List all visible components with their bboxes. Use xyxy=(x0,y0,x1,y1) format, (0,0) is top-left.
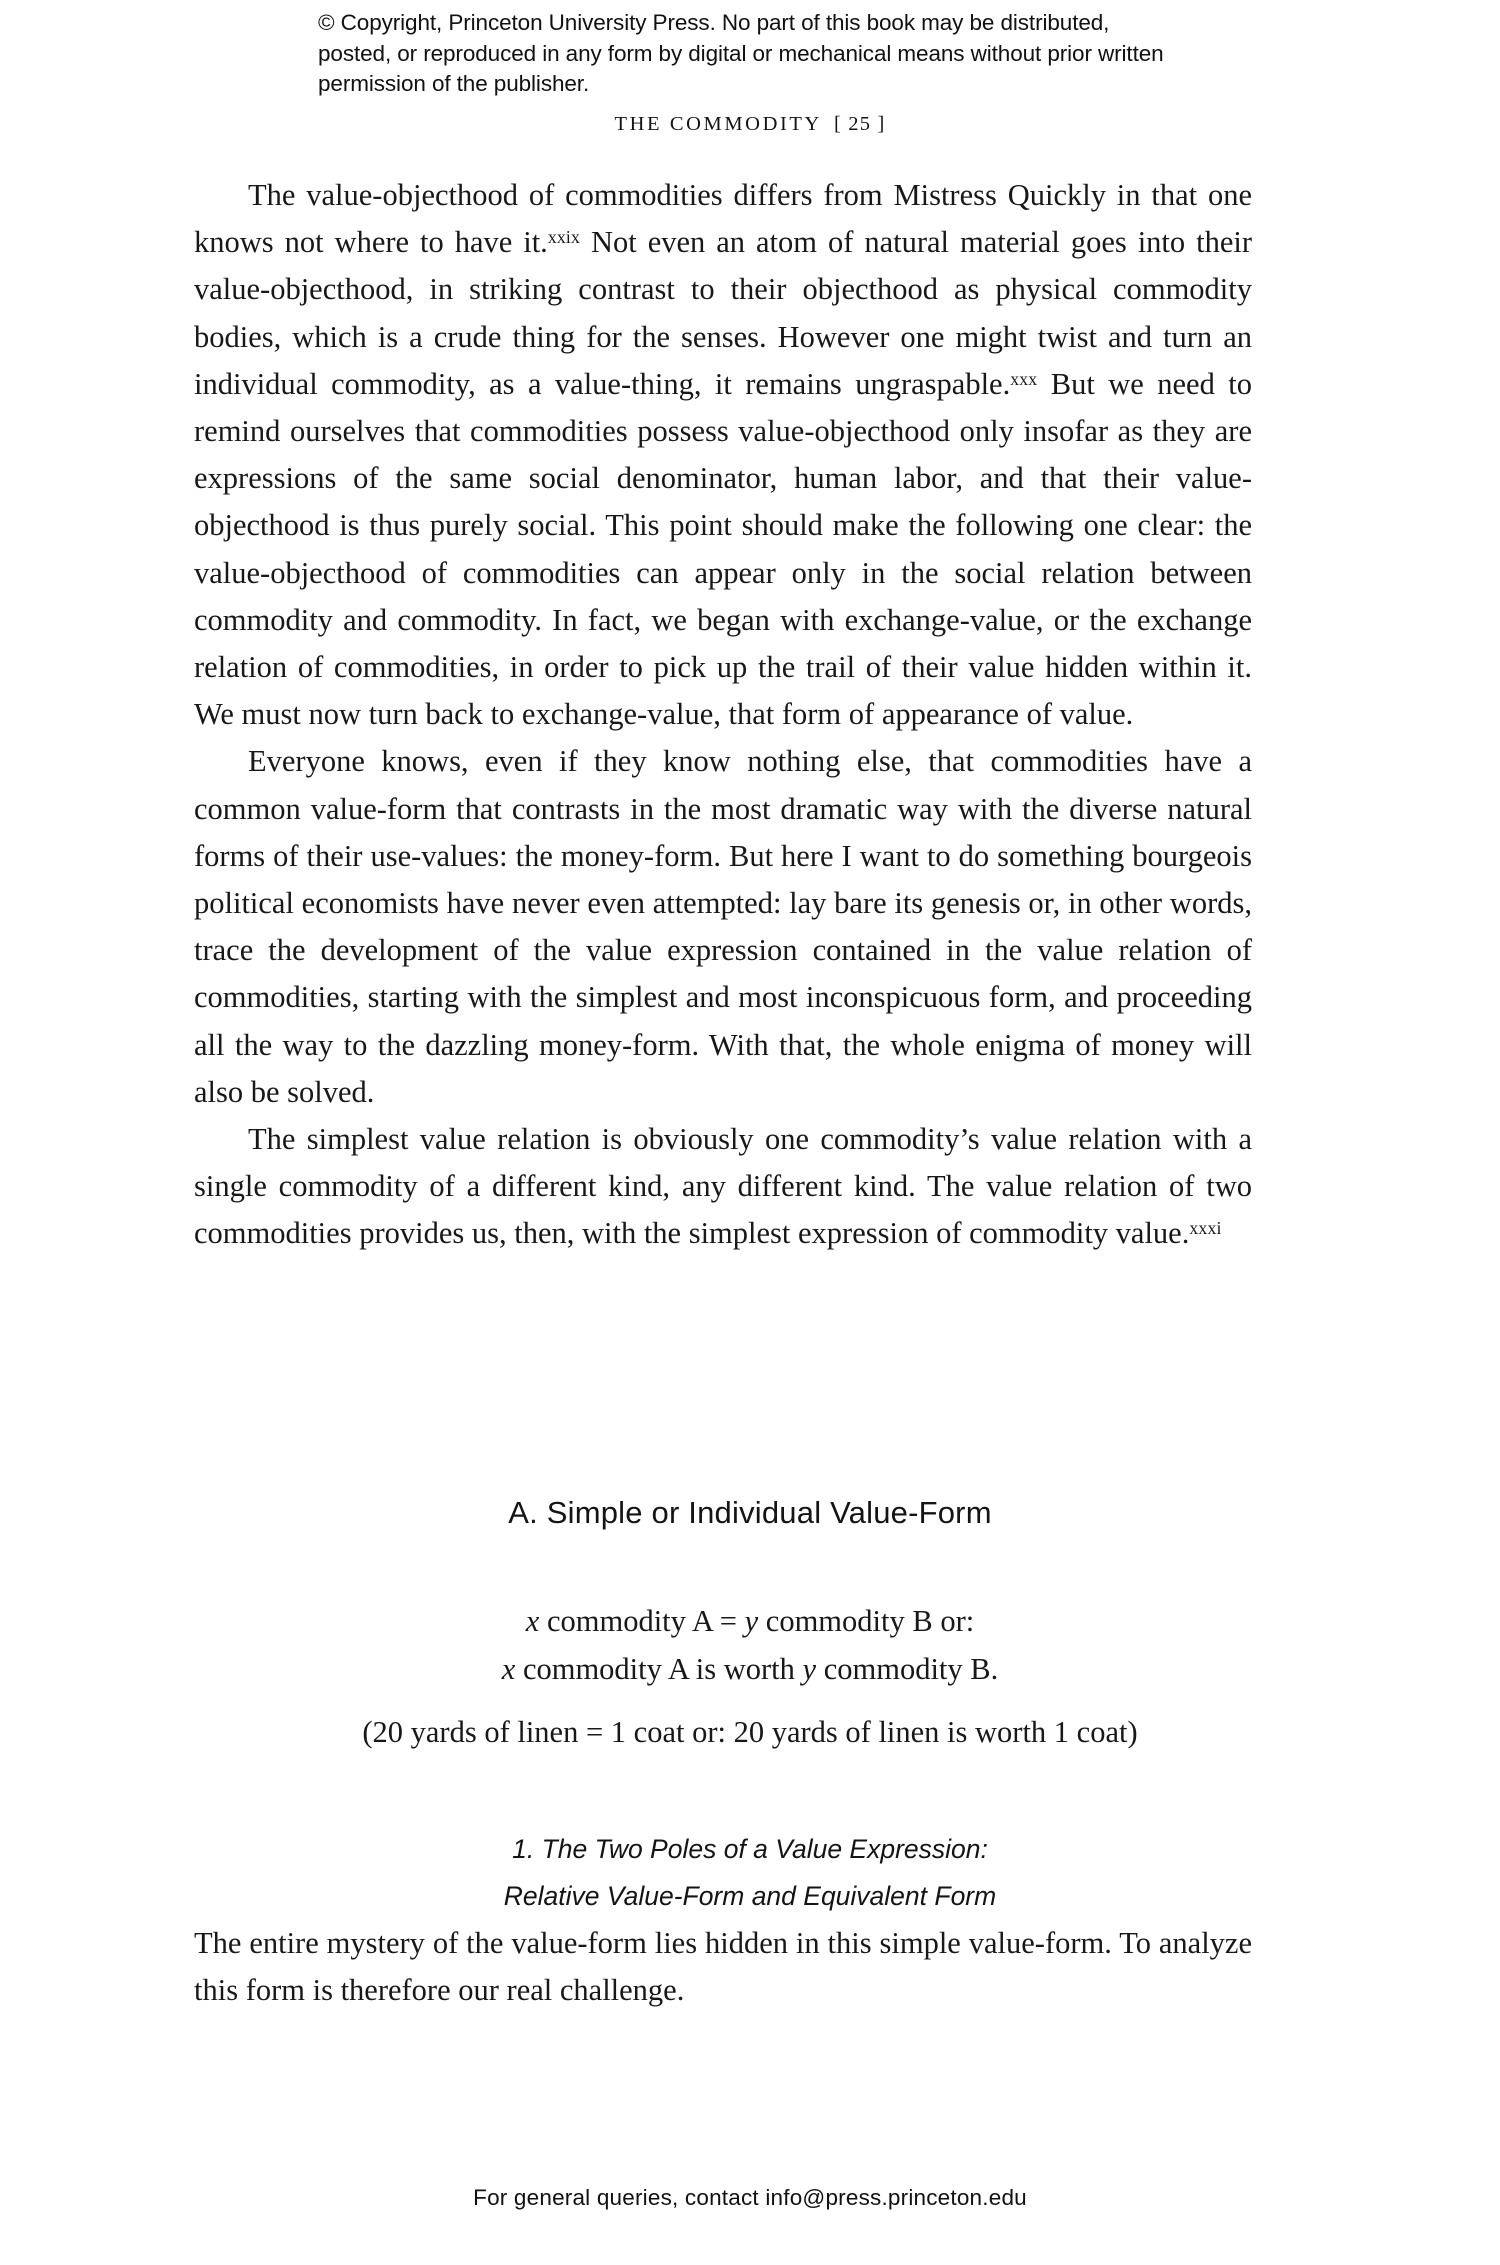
page-folio: [ 25 ] xyxy=(833,113,886,135)
subsection-heading-line-1: 1. The Two Poles of a Value Expression: xyxy=(512,1834,988,1864)
copyright-notice: © Copyright, Princeton University Press. No part of this book may be distributed, posted, or reproduced in any form by digital or mechanical means without prior written permission of the publisher. xyxy=(318,10,1164,96)
main-text-block xyxy=(194,172,1252,1258)
running-head-title: THE COMMODITY xyxy=(614,113,822,135)
formula-variable-x-2: x xyxy=(501,1652,516,1686)
running-head xyxy=(0,113,1500,136)
footnote-marker[interactable]: xxxi xyxy=(1189,1218,1222,1239)
paragraph-value-objecthood: The value-objecthood of commodities differs from Mistress Quickly in that one knows not where to have it.$^{xxix}$ Not even an atom of natural material goes into their value-objecthood, in striking contrast to their objecthood as physical commodity bodies, which is a crude thing for the senses. However one might twist and turn an individual commodity, as a value-thing, it remains ungraspable.$^{xxx}$ But we need to remind ourselves that commodities possess value-objecthood only insofar as they are expressions of the same social denominator, human labor, and that their value-objecthood is thus purely social. This point should make the following one clear: the value-objecthood of commodities can appear only in the social relation between commodity and commodity. In fact, we began with exchange-value, or the exchange relation of commodities, in order to pick up the trail of their value hidden within it. We must now turn back to exchange-value, that form of appearance of value. xyxy=(194,178,1253,732)
formula-line-1 xyxy=(0,1597,1500,1645)
paragraph-closing: The entire mystery of the value-form lies hidden in this simple value-form. To analyze this form is therefore our real challenge. xyxy=(194,1926,1252,2008)
footer-notice: For general queries, contact info@press.princeton.edu xyxy=(473,2185,1027,2210)
formula-line-2-mid: commodity A is worth xyxy=(515,1652,803,1686)
closing-text-block xyxy=(194,1920,1252,2014)
formula-line-2 xyxy=(0,1645,1500,1693)
formula-line-1-end: commodity B or: xyxy=(758,1604,975,1638)
formula-variable-y: y xyxy=(744,1604,759,1638)
formula-line-2-end: commodity B. xyxy=(816,1652,999,1686)
formula-variable-x: x xyxy=(525,1604,540,1638)
subsection-heading-line-2: Relative Value-Form and Equivalent Form xyxy=(503,1881,997,1911)
formula-variable-y-2: y xyxy=(802,1652,817,1686)
formula-line-1-mid: commodity A = xyxy=(539,1604,745,1638)
paragraph-simplest-value-relation: The simplest value relation is obviously one commodity’s value relation with a single commodity of a different kind, any different kind. The value relation of two commodities provides us, then, with the simplest expression of commodity value.$^{xxxi}$ xyxy=(194,1122,1252,1251)
formula-parenthetical-example: (20 yards of linen = 1 coat or: 20 yards of linen is worth 1 coat) xyxy=(362,1715,1138,1749)
section-heading-a: A. Simple or Individual Value-Form xyxy=(508,1495,992,1530)
paragraph-everyone-knows: Everyone knows, even if they know nothing else, that commodities have a common value-form that contrasts in the most dramatic way with the diverse natural forms of their use-values: the money-form. But here I want to do something bourgeois political economists have never even attempted: lay bare its genesis or, in other words, trace the development of the value expression contained in the value relation of commodities, starting with the simplest and most inconspicuous form, and proceeding all the way to the dazzling money-form. With that, the whole enigma of money will also be solved. xyxy=(194,744,1252,1109)
footnote-marker[interactable]: xxix xyxy=(547,227,581,248)
footnote-marker[interactable]: xxx xyxy=(1010,368,1038,389)
